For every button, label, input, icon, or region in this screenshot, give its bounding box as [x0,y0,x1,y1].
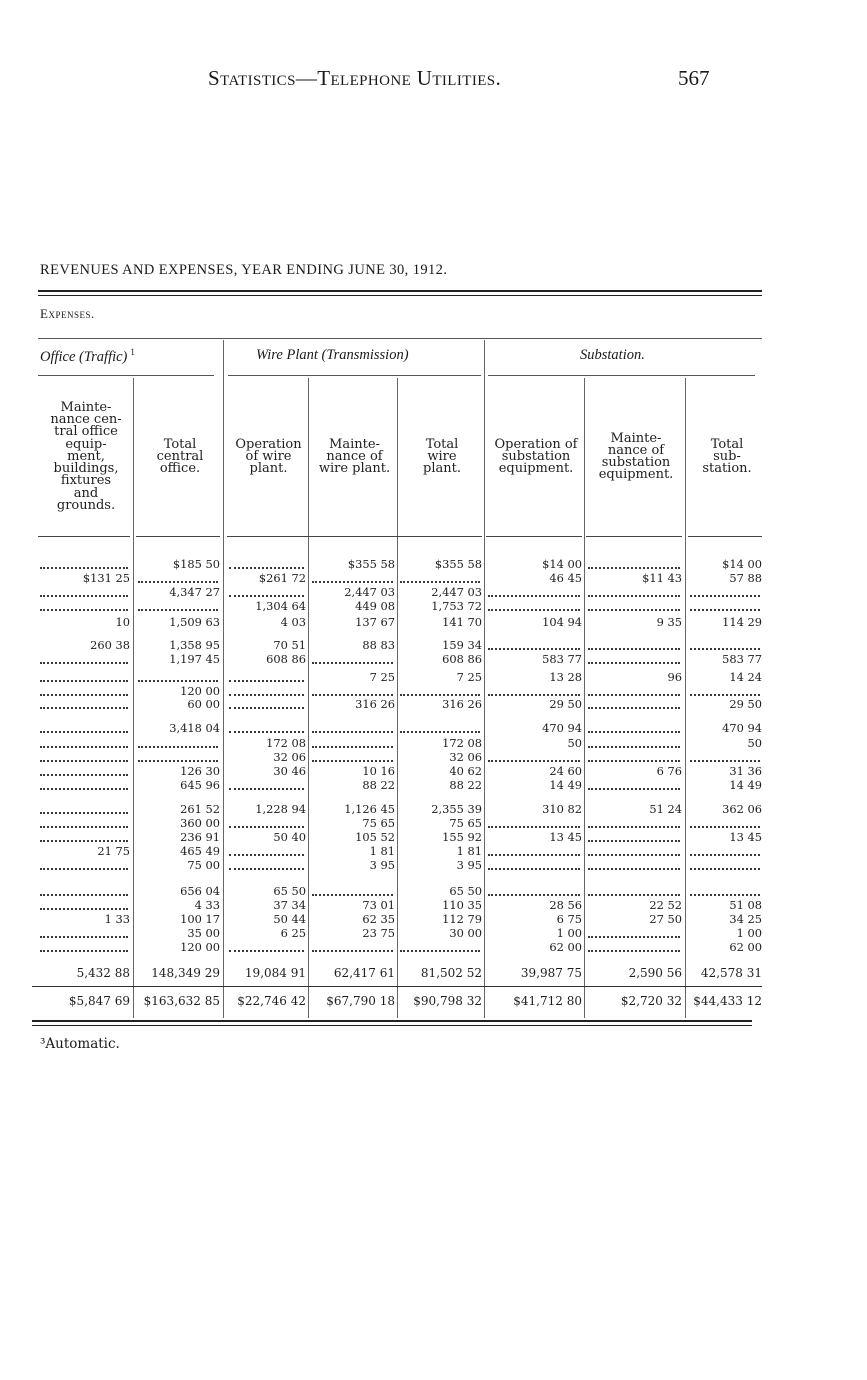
table-cell: 31 36 [729,764,762,778]
leader-dots [312,734,393,748]
table-cell: 70 51 [273,638,306,652]
subtotal-cell: 5,432 88 [76,966,130,980]
column-header-line: of wire [245,448,292,464]
table-cell: 14 49 [549,778,582,792]
leader-dots [588,636,680,650]
leader-dots [588,814,680,828]
table-cell: 10 16 [362,764,395,778]
header-bottom-rule [486,536,582,537]
column-header [486,384,586,530]
table-cell: 88 22 [362,778,395,792]
table-cell: 6 75 [556,912,582,926]
table-cell: 51 08 [729,898,762,912]
table-cell: 141 70 [442,615,482,629]
leader-dots [400,719,480,733]
column-header-line: ment, [67,448,105,464]
leader-dots [400,938,480,952]
leader-dots [488,814,580,828]
table-cell: 104 94 [542,615,582,629]
leader-dots [138,569,218,583]
table-cell: 1,304 64 [255,599,306,613]
group-heading [580,347,645,364]
column-header-line: Mainte- [329,436,380,452]
leader-dots [588,734,680,748]
table-cell: 7 25 [456,670,482,684]
total-cell: $44,433 12 [693,994,762,1008]
leader-dots [229,682,304,696]
title-rule-bottom [38,295,762,296]
footnote: ³Automatic. [40,1036,120,1052]
table-cell: 155 92 [442,830,482,844]
column-header [586,384,686,530]
leader-dots [40,555,128,569]
table-cell: 470 94 [542,721,582,735]
leader-dots [40,719,128,733]
table-cell: $131 25 [82,571,130,585]
leader-dots [229,814,304,828]
column-header-line: Mainte- [610,430,662,446]
table-bottom-rule-1 [32,1020,752,1022]
leader-dots [138,734,218,748]
leader-dots [690,842,760,856]
column-header-line: plant. [249,461,288,477]
leader-dots [690,856,760,870]
table-cell: 310 82 [542,802,582,816]
column-header-line: Total [710,436,744,452]
table-cell: 50 44 [273,912,306,926]
leader-dots [588,842,680,856]
total-cell: $5,847 69 [68,994,130,1008]
subtotal-cell: 62,417 61 [333,966,395,980]
leader-dots [588,828,680,842]
table-cell: 360 00 [180,816,220,830]
table-cell: 120 00 [180,684,220,698]
leader-dots [588,748,680,762]
table-cell: 645 96 [180,778,220,792]
table-cell: 261 52 [180,802,220,816]
leader-dots [40,882,128,896]
table-cell: 6 76 [656,764,682,778]
leader-dots [588,924,680,938]
leader-dots [488,597,580,611]
table-cell: $355 58 [347,557,395,571]
table-cell: 34 25 [729,912,762,926]
table-cell: 57 88 [729,571,762,585]
leader-dots [488,583,580,597]
section-label: Expenses. [40,306,95,321]
table-cell: 260 38 [90,638,130,652]
table-cell: 14 49 [729,778,762,792]
table-cell: 27 50 [649,912,682,926]
table-cell: 35 00 [187,926,220,940]
subtotal-cell: 19,084 91 [244,966,306,980]
title-rule-top [38,290,762,292]
table-cell: 29 50 [729,697,762,711]
column-header [227,384,310,530]
table-cell: 62 00 [729,940,762,954]
column-header-line: grounds. [56,497,116,513]
table-cell: 114 29 [722,615,762,629]
table-cell: 362 06 [722,802,762,816]
leader-dots [229,842,304,856]
table-cell: 3 95 [456,858,482,872]
table-cell: 172 08 [442,736,482,750]
subtotal-cell: 42,578 31 [700,966,762,980]
leader-dots [588,583,680,597]
column-header [38,384,134,530]
total-cell: $41,712 80 [513,994,582,1008]
column-header-line: wire [427,448,457,464]
leader-dots [488,882,580,896]
table-cell: 1 33 [104,912,130,926]
group-underline [38,375,214,376]
header-bottom-rule [136,536,220,537]
leader-dots [40,924,128,938]
column-header-line: equip- [65,436,107,452]
group-heading-label: Substation. [580,347,645,363]
table-bottom-rule-2 [32,1025,752,1026]
table-cell: 583 77 [722,652,762,666]
leader-dots [588,682,680,696]
leader-dots [229,856,304,870]
table-cell: 13 45 [549,830,582,844]
column-header-line: substation [601,455,671,470]
table-cell: 100 17 [180,912,220,926]
column-header-line: wire plant. [318,461,391,477]
column-header-line: Total [163,436,197,452]
leader-dots [690,682,760,696]
column-header [688,384,766,530]
table-cell: 1,509 63 [169,615,220,629]
leader-dots [588,650,680,664]
leader-dots [312,682,393,696]
table-cell: 1 81 [369,844,395,858]
column-header-line: Operation of [494,436,578,452]
table-cell: 7 25 [369,670,395,684]
table-cell: 65 50 [273,884,306,898]
leader-dots [690,597,760,611]
table-cell: 608 86 [442,652,482,666]
subtotal-cell: 2,590 56 [628,966,682,980]
table-cell: 2,355 39 [431,802,482,816]
table-cell: 65 50 [449,884,482,898]
document-title: REVENUES AND EXPENSES, YEAR ENDING JUNE 30, 1912. [40,262,448,278]
table-cell: 51 24 [649,802,682,816]
column-header-line: buildings, [53,461,119,477]
table-cell: 75 65 [362,816,395,830]
table-cell: 1 00 [556,926,582,940]
table-cell: 13 28 [549,670,582,684]
table-cell: 2,447 03 [344,585,395,599]
table-cell: 50 [567,736,582,750]
table-cell: 62 35 [362,912,395,926]
table-cell: 22 52 [649,898,682,912]
table-cell: 88 22 [449,778,482,792]
table-cell: 24 60 [549,764,582,778]
column-header-line: central [156,448,204,464]
leader-dots [40,748,128,762]
table-cell: $261 72 [258,571,306,585]
leader-dots [312,569,393,583]
subtotal-cell: 39,987 75 [520,966,582,980]
leader-dots [488,856,580,870]
leader-dots [229,719,304,733]
leader-dots [229,555,304,569]
leader-dots [229,583,304,597]
table-cell: 50 [747,736,762,750]
leader-dots [690,583,760,597]
leader-dots [138,597,218,611]
total-cell: $2,720 32 [620,994,682,1008]
column-header [398,384,486,530]
leader-dots [488,748,580,762]
table-cell: 4 33 [194,898,220,912]
leader-dots [488,842,580,856]
table-cell: 28 56 [549,898,582,912]
column-header [136,384,224,530]
table-cell: 21 75 [97,844,130,858]
table-cell: 6 25 [280,926,306,940]
table-cell: 30 00 [449,926,482,940]
table-cell: 30 46 [273,764,306,778]
table-cell: 14 24 [729,670,762,684]
column-header-line: Mainte- [60,400,112,416]
column-header-line: and [73,485,99,501]
column-header-line: fixtures [60,473,112,489]
leader-dots [690,882,760,896]
table-cell: 2,447 03 [431,585,482,599]
leader-dots [588,719,680,733]
table-cell: 9 35 [656,615,682,629]
table-cell: 40 62 [449,764,482,778]
table-cell: 88 83 [362,638,395,652]
table-cell: $11 43 [642,571,682,585]
table-cell: 4,347 27 [169,585,220,599]
column-header-line: office. [159,461,201,477]
subtotal-cell: 148,349 29 [151,966,220,980]
leader-dots [588,695,680,709]
column-header-line: Total [425,436,459,452]
leader-dots [40,734,128,748]
table-cell: 137 67 [355,615,395,629]
table-cell: 465 49 [180,844,220,858]
table-cell: 1,197 45 [169,652,220,666]
leader-dots [229,668,304,682]
table-cell: 656 04 [180,884,220,898]
total-rule [32,986,762,987]
column-header-line: Operation [235,436,302,452]
leader-dots [40,828,128,842]
leader-dots [690,814,760,828]
leader-dots [40,762,128,776]
leader-dots [312,748,393,762]
table-cell: 1,126 45 [344,802,395,816]
table-cell: 23 75 [362,926,395,940]
leader-dots [40,668,128,682]
table-cell: 13 45 [729,830,762,844]
table-cell: 4 03 [280,615,306,629]
total-cell: $163,632 85 [143,994,220,1008]
leader-dots [229,695,304,709]
leader-dots [40,856,128,870]
leader-dots [588,555,680,569]
column-header-line: station. [702,461,752,477]
total-cell: $90,798 32 [413,994,482,1008]
table-cell: 236 91 [180,830,220,844]
footnote-mark: 1 [130,347,135,357]
leader-dots [40,776,128,790]
group-heading [256,347,409,364]
leader-dots [488,682,580,696]
table-cell: 75 65 [449,816,482,830]
column-header-line: nance cen- [50,412,122,428]
column-header-line: equipment. [498,461,574,477]
table-cell: $185 50 [172,557,220,571]
leader-dots [40,682,128,696]
table-cell: $14 00 [722,557,762,571]
column-header-line: nance of [326,448,383,464]
leader-dots [690,636,760,650]
table-cell: 75 00 [187,858,220,872]
leader-dots [400,569,480,583]
table-cell: 1 81 [456,844,482,858]
table-cell: 10 [115,615,130,629]
leader-dots [588,882,680,896]
table-cell: 29 50 [549,697,582,711]
column-header-line: tral office [54,424,118,440]
subtotal-cell: 81,502 52 [420,966,482,980]
total-cell: $22,746 42 [237,994,306,1008]
table-cell: 1,228 94 [255,802,306,816]
leader-dots [40,695,128,709]
column-header [310,384,399,530]
header-bottom-rule [586,536,682,537]
leader-dots [40,583,128,597]
header-bottom-rule [688,536,762,537]
leader-dots [138,668,218,682]
table-cell: 470 94 [722,721,762,735]
table-cell: 62 00 [549,940,582,954]
leader-dots [229,776,304,790]
leader-dots [588,776,680,790]
leader-dots [40,800,128,814]
total-cell: $67,790 18 [326,994,395,1008]
leader-dots [312,719,393,733]
leader-dots [588,938,680,952]
leader-dots [588,856,680,870]
leader-dots [312,938,393,952]
leader-dots [588,597,680,611]
table-cell: 1,358 95 [169,638,220,652]
leader-dots [40,597,128,611]
running-head: Statistics—Telephone Utilities. [208,66,502,90]
table-cell: $14 00 [542,557,582,571]
leader-dots [40,814,128,828]
table-cell: 316 26 [442,697,482,711]
table-cell: 3 95 [369,858,395,872]
table-cell: 1 00 [736,926,762,940]
table-cell: 583 77 [542,652,582,666]
table-cell: 159 34 [442,638,482,652]
column-header-line: plant. [423,461,461,477]
leader-dots [488,636,580,650]
leader-dots [138,748,218,762]
table-cell: 3,418 04 [169,721,220,735]
table-cell: 120 00 [180,940,220,954]
leader-dots [312,650,393,664]
group-underline [488,375,755,376]
table-cell: 46 45 [549,571,582,585]
column-header-line: nance of [607,442,665,458]
table-cell: 50 40 [273,830,306,844]
table-cell: 105 52 [355,830,395,844]
table-cell: 172 08 [266,736,306,750]
group-underline [228,375,481,376]
group-heading-label: Office (Traffic) [40,348,128,365]
table-cell: 96 [667,670,682,684]
page-number: 567 [678,66,710,90]
leader-dots [690,748,760,762]
column-header-line: equipment. [598,467,674,483]
leader-dots [40,650,128,664]
table-cell: 32 06 [273,750,306,764]
leader-dots [400,682,480,696]
column-header-line: sub- [713,448,741,464]
header-bottom-rule [227,536,482,537]
group-heading-label: Wire Plant (Transmission) [256,347,409,363]
table-cell: 60 00 [187,697,220,711]
table-cell: 316 26 [355,697,395,711]
column-header-line: substation [501,448,571,464]
header-bottom-rule [38,536,130,537]
table-cell: 32 06 [449,750,482,764]
table-cell: 73 01 [362,898,395,912]
table-cell: 608 86 [266,652,306,666]
section-rule [38,338,762,339]
table-cell: 37 34 [273,898,306,912]
table-cell: 449 08 [355,599,395,613]
table-cell: 110 35 [442,898,482,912]
group-heading [40,347,135,366]
leader-dots [312,882,393,896]
leader-dots [229,938,304,952]
table-cell: 112 79 [442,912,482,926]
table-cell: 126 30 [180,764,220,778]
leader-dots [40,938,128,952]
leader-dots [40,896,128,910]
table-cell: 1,753 72 [431,599,482,613]
table-cell: $355 58 [434,557,482,571]
